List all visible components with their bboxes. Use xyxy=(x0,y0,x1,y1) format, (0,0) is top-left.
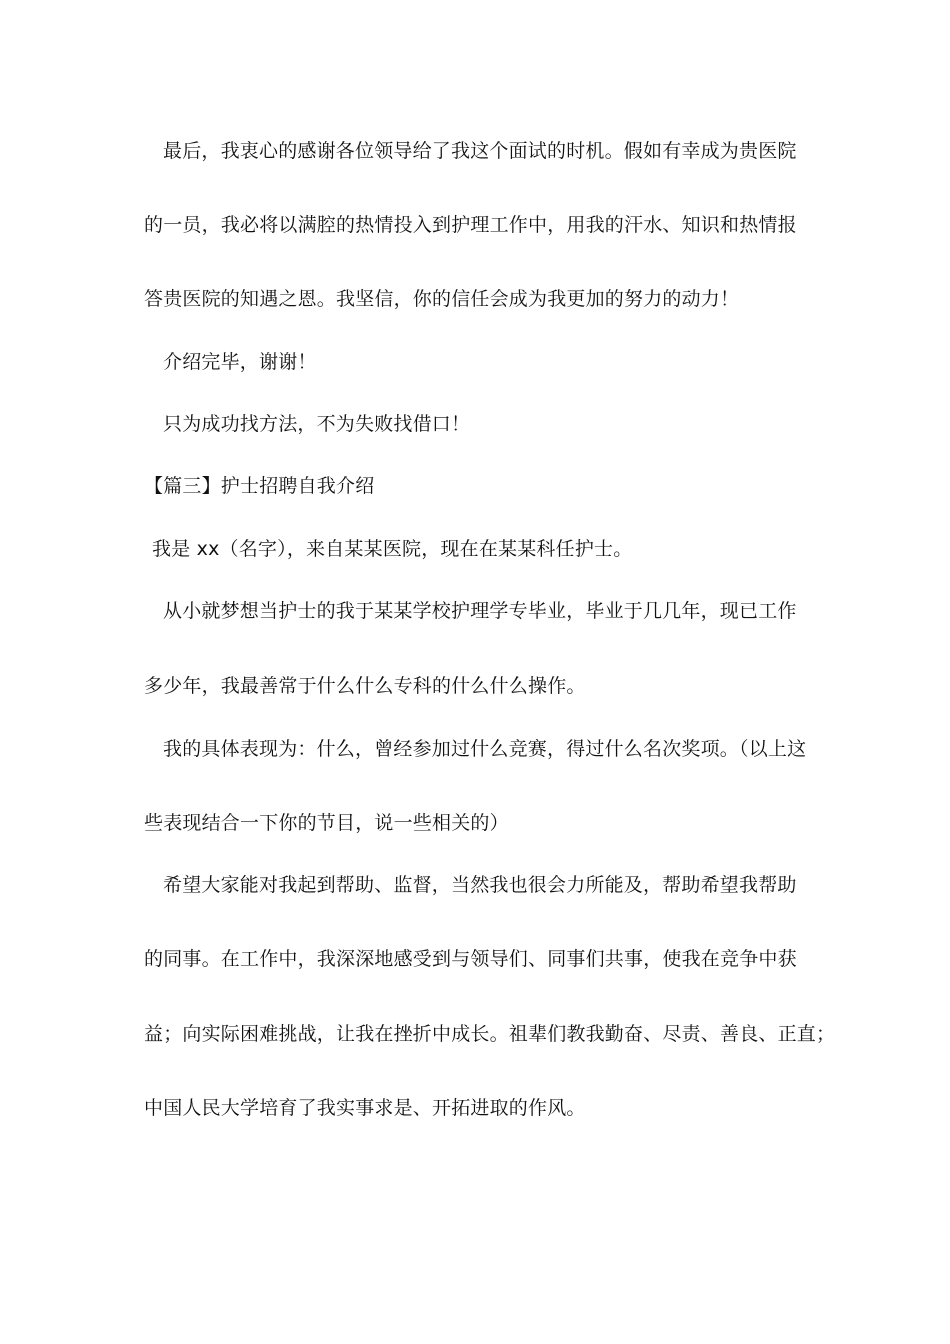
intro-line: 我是 xx（名字），来自某某医院，现在在某某科任护士。 xyxy=(152,538,633,560)
paragraph-line: 益；向实际困难挑战，让我在挫折中成长。祖辈们教我勤奋、尽责、善良、正直； xyxy=(144,1023,836,1045)
paragraph-line: 中国人民大学培育了我实事求是、开拓进取的作风。 xyxy=(144,1097,586,1119)
paragraph-line: 从小就梦想当护士的我于某某学校护理学专毕业，毕业于几几年，现已工作 xyxy=(163,600,797,622)
paragraph-line: 我的具体表现为：什么，曾经参加过什么竞赛，得过什么名次奖项。（以上这 xyxy=(163,738,807,760)
closing-line: 介绍完毕，谢谢！ xyxy=(163,351,317,373)
paragraph-line: 最后，我衷心的感谢各位领导给了我这个面试的时机。假如有幸成为贵医院 xyxy=(163,140,797,162)
paragraph-line: 的同事。在工作中，我深深地感受到与领导们、同事们共事，使我在竞争中获 xyxy=(144,948,797,970)
paragraph-line: 多少年，我最善常于什么什么专科的什么什么操作。 xyxy=(144,675,586,697)
paragraph-line: 些表现结合一下你的节目，说一些相关的） xyxy=(144,812,509,834)
paragraph-line: 答贵医院的知遇之恩。我坚信，你的信任会成为我更加的努力的动力！ xyxy=(144,288,740,310)
motto-line: 只为成功找方法，不为失败找借口！ xyxy=(163,413,471,435)
section-title: 【篇三】护士招聘自我介绍 xyxy=(144,475,375,497)
paragraph-line: 希望大家能对我起到帮助、监督，当然我也很会力所能及，帮助希望我帮助 xyxy=(163,874,797,896)
paragraph-line: 的一员，我必将以满腔的热情投入到护理工作中，用我的汗水、知识和热情报 xyxy=(144,214,797,236)
